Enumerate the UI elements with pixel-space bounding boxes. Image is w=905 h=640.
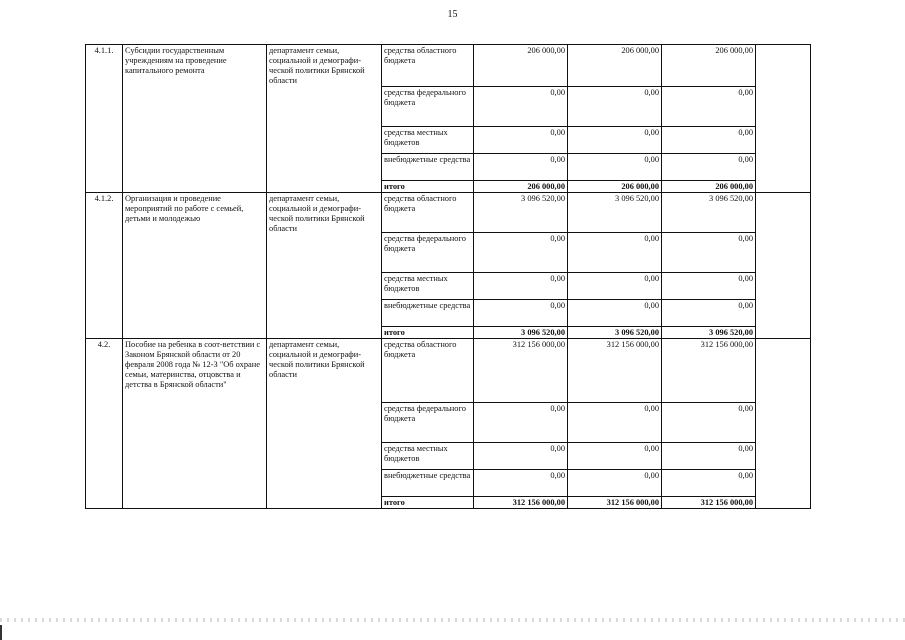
total-value: 3 096 520,00 [662, 327, 756, 339]
source-label: средства местных бюджетов [382, 443, 474, 470]
value-cell: 3 096 520,00 [662, 193, 756, 233]
value-cell: 0,00 [662, 87, 756, 127]
value-cell: 3 096 520,00 [568, 193, 662, 233]
value-cell: 206 000,00 [474, 45, 568, 87]
value-cell: 312 156 000,00 [474, 339, 568, 403]
value-cell: 3 096 520,00 [474, 193, 568, 233]
scan-edge-mark [0, 625, 2, 640]
value-cell: 0,00 [474, 87, 568, 127]
value-cell: 0,00 [568, 300, 662, 327]
total-label: итого [382, 327, 474, 339]
item-executor: департамент семьи, социальной и демографи-ческой политики Брянской области [267, 45, 382, 193]
total-value: 3 096 520,00 [474, 327, 568, 339]
value-cell: 0,00 [568, 443, 662, 470]
source-label: средства областного бюджета [382, 193, 474, 233]
value-cell: 0,00 [474, 403, 568, 443]
table-row [86, 45, 811, 87]
source-label: средства областного бюджета [382, 339, 474, 403]
empty-cell [756, 45, 811, 193]
total-label: итого [382, 181, 474, 193]
value-cell: 0,00 [568, 127, 662, 154]
item-name: Организация и проведение мероприятий по работе с семьей, детьми и молодежью [123, 193, 267, 339]
value-cell: 0,00 [568, 87, 662, 127]
value-cell: 0,00 [662, 470, 756, 497]
scan-noise-line [0, 618, 905, 622]
total-value: 312 156 000,00 [662, 497, 756, 509]
source-label: средства областного бюджета [382, 45, 474, 87]
value-cell: 0,00 [662, 443, 756, 470]
source-label: средства федерального бюджета [382, 87, 474, 127]
value-cell: 0,00 [662, 300, 756, 327]
source-label: внебюджетные средства [382, 470, 474, 497]
value-cell: 312 156 000,00 [568, 339, 662, 403]
value-cell: 0,00 [474, 273, 568, 300]
value-cell: 0,00 [474, 470, 568, 497]
value-cell: 0,00 [568, 154, 662, 181]
value-cell: 0,00 [662, 233, 756, 273]
total-value: 312 156 000,00 [474, 497, 568, 509]
item-name: Пособие на ребенка в соот-ветствии с Законом Брянской области от 20 февраля 2008 года № 12-З "Об охране семьи, материнства, отцовства и детства в Брянской области" [123, 339, 267, 509]
total-value: 206 000,00 [568, 181, 662, 193]
value-cell: 0,00 [568, 403, 662, 443]
value-cell: 0,00 [662, 273, 756, 300]
total-value: 312 156 000,00 [568, 497, 662, 509]
value-cell: 0,00 [474, 154, 568, 181]
item-executor: департамент семьи, социальной и демографи-ческой политики Брянской области [267, 193, 382, 339]
value-cell: 0,00 [474, 127, 568, 154]
item-name: Субсидии государственным учреждениям на проведение капитального ремонта [123, 45, 267, 193]
value-cell: 0,00 [474, 300, 568, 327]
value-cell: 0,00 [568, 233, 662, 273]
item-number: 4.1.1. [86, 45, 123, 193]
total-value: 206 000,00 [662, 181, 756, 193]
value-cell: 0,00 [662, 154, 756, 181]
value-cell: 206 000,00 [568, 45, 662, 87]
source-label: средства местных бюджетов [382, 127, 474, 154]
item-executor: департамент семьи, социальной и демографи-ческой политики Брянской области [267, 339, 382, 509]
source-label: внебюджетные средства [382, 300, 474, 327]
empty-cell [756, 339, 811, 509]
value-cell: 0,00 [474, 443, 568, 470]
value-cell: 0,00 [662, 127, 756, 154]
source-label: средства федерального бюджета [382, 233, 474, 273]
empty-cell [756, 193, 811, 339]
total-value: 3 096 520,00 [568, 327, 662, 339]
value-cell: 0,00 [662, 403, 756, 443]
source-label: средства местных бюджетов [382, 273, 474, 300]
item-number: 4.1.2. [86, 193, 123, 339]
source-label: средства федерального бюджета [382, 403, 474, 443]
value-cell: 0,00 [568, 273, 662, 300]
page-number: 15 [447, 9, 458, 20]
total-label: итого [382, 497, 474, 509]
value-cell: 0,00 [568, 470, 662, 497]
value-cell: 206 000,00 [662, 45, 756, 87]
source-label: внебюджетные средства [382, 154, 474, 181]
item-number: 4.2. [86, 339, 123, 509]
budget-table [85, 44, 811, 509]
value-cell: 312 156 000,00 [662, 339, 756, 403]
value-cell: 0,00 [474, 233, 568, 273]
total-value: 206 000,00 [474, 181, 568, 193]
table-row [86, 339, 811, 403]
table-row [86, 193, 811, 233]
